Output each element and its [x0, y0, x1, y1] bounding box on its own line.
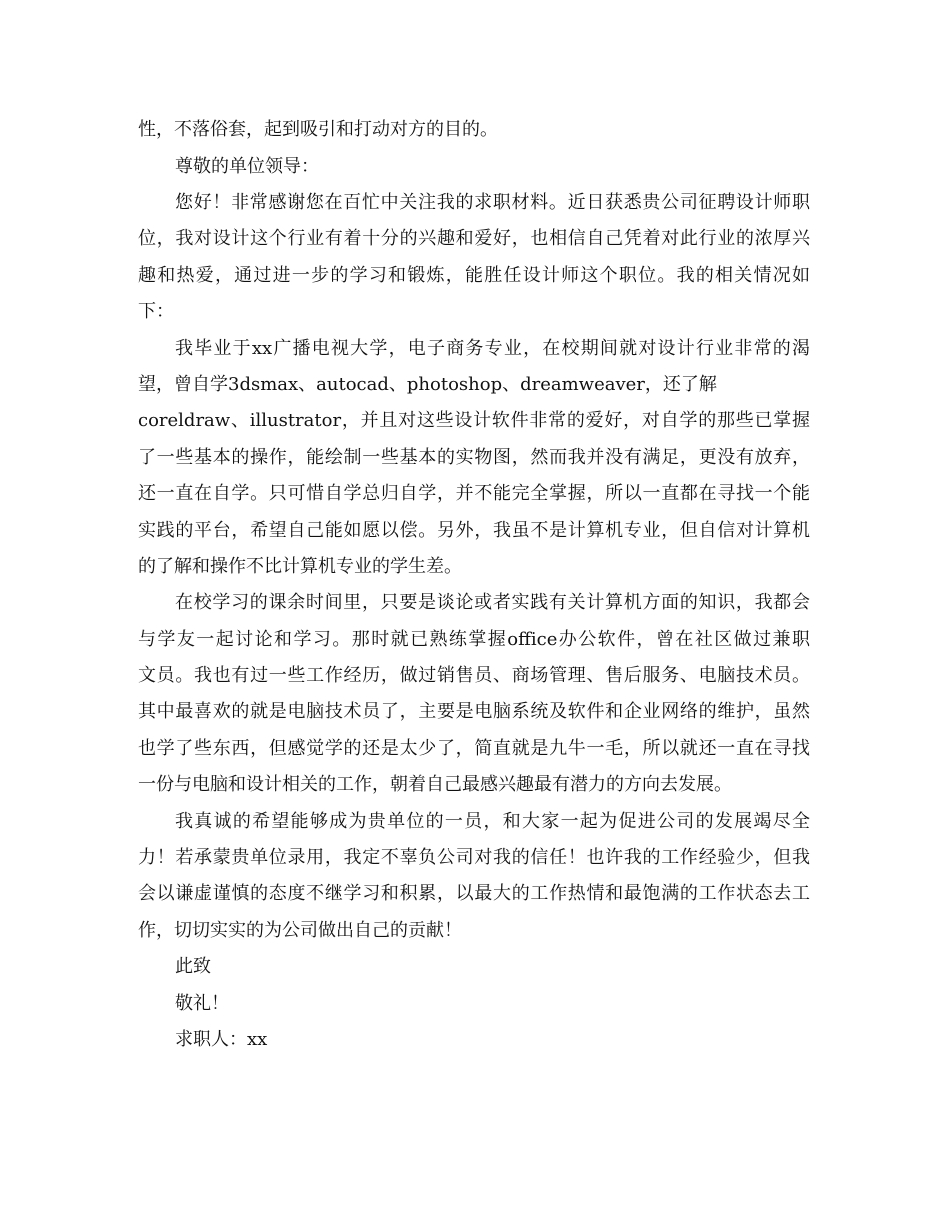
paragraph-line: 位，我对设计这个行业有着十分的兴趣和爱好，也相信自己凭着对此行业的浓厚兴 — [138, 228, 810, 249]
paragraph-line: 我真诚的希望能够成为贵单位的一员，和大家一起为促进公司的发展竭尽全 — [175, 811, 810, 832]
paragraph-line: 性，不落俗套，起到吸引和打动对方的目的。 — [138, 119, 498, 140]
paragraph-line: 也学了些东西，但感觉学的还是太少了，简直就是九牛一毛，所以就还一直在寻找 — [138, 738, 810, 759]
paragraph-line: 其中最喜欢的就是电脑技术员了，主要是电脑系统及软件和企业网络的维护，虽然 — [138, 701, 810, 722]
paragraph-line: 力！若承蒙贵单位录用，我定不辜负公司对我的信任！也许我的工作经验少，但我 — [138, 847, 810, 868]
paragraph-line: 会以谦虚谨慎的态度不继学习和积累，以最大的工作热情和最饱满的工作状态去工 — [138, 883, 810, 904]
paragraph-line: 一份与电脑和设计相关的工作，朝着自己最感兴趣最有潜力的方向去发展。 — [138, 774, 732, 795]
paragraph-line: 与学友一起讨论和学习。那时就已熟练掌握office办公软件，曾在社区做过兼职 — [138, 629, 810, 650]
paragraph-line: 文员。我也有过一些工作经历，做过销售员、商场管理、售后服务、电脑技术员。 — [138, 665, 810, 686]
paragraph-line: 作，切切实实的为公司做出自己的贡献！ — [138, 920, 462, 941]
closing-line: 此致 — [175, 956, 211, 977]
closing-greeting: 敬礼！ — [175, 993, 229, 1014]
paragraph-line: coreldraw、illustrator，并且对这些设计软件非常的爱好，对自学的那些已掌握 — [138, 410, 810, 431]
paragraph-line: 您好！非常感谢您在百忙中关注我的求职材料。近日获悉贵公司征聘设计师职 — [175, 192, 810, 213]
paragraph-line: 实践的平台，希望自己能如愿以偿。另外，我虽不是计算机专业，但自信对计算机 — [138, 520, 810, 541]
paragraph-line: 趣和热爱，通过进一步的学习和锻炼，能胜任设计师这个职位。我的相关情况如 — [138, 265, 810, 286]
paragraph-line: 在校学习的课余时间里，只要是谈论或者实践有关计算机方面的知识，我都会 — [175, 592, 810, 613]
salutation: 尊敬的单位领导： — [175, 156, 319, 177]
paragraph-line: 了一些基本的操作，能绘制一些基本的实物图，然而我并没有满足，更没有放弃， — [138, 447, 810, 468]
signature-line: 求职人：xx — [175, 1029, 268, 1050]
paragraph-line: 我毕业于xx广播电视大学，电子商务专业，在校期间就对设计行业非常的渴 — [175, 338, 810, 359]
paragraph-line: 还一直在自学。只可惜自学总归自学，并不能完全掌握，所以一直都在寻找一个能 — [138, 483, 810, 504]
paragraph-line: 下： — [138, 301, 174, 322]
paragraph-line: 的了解和操作不比计算机专业的学生差。 — [138, 556, 462, 577]
paragraph-line: 望，曾自学3dsmax、autocad、photoshop、dreamweaver，还了解 — [138, 374, 717, 395]
